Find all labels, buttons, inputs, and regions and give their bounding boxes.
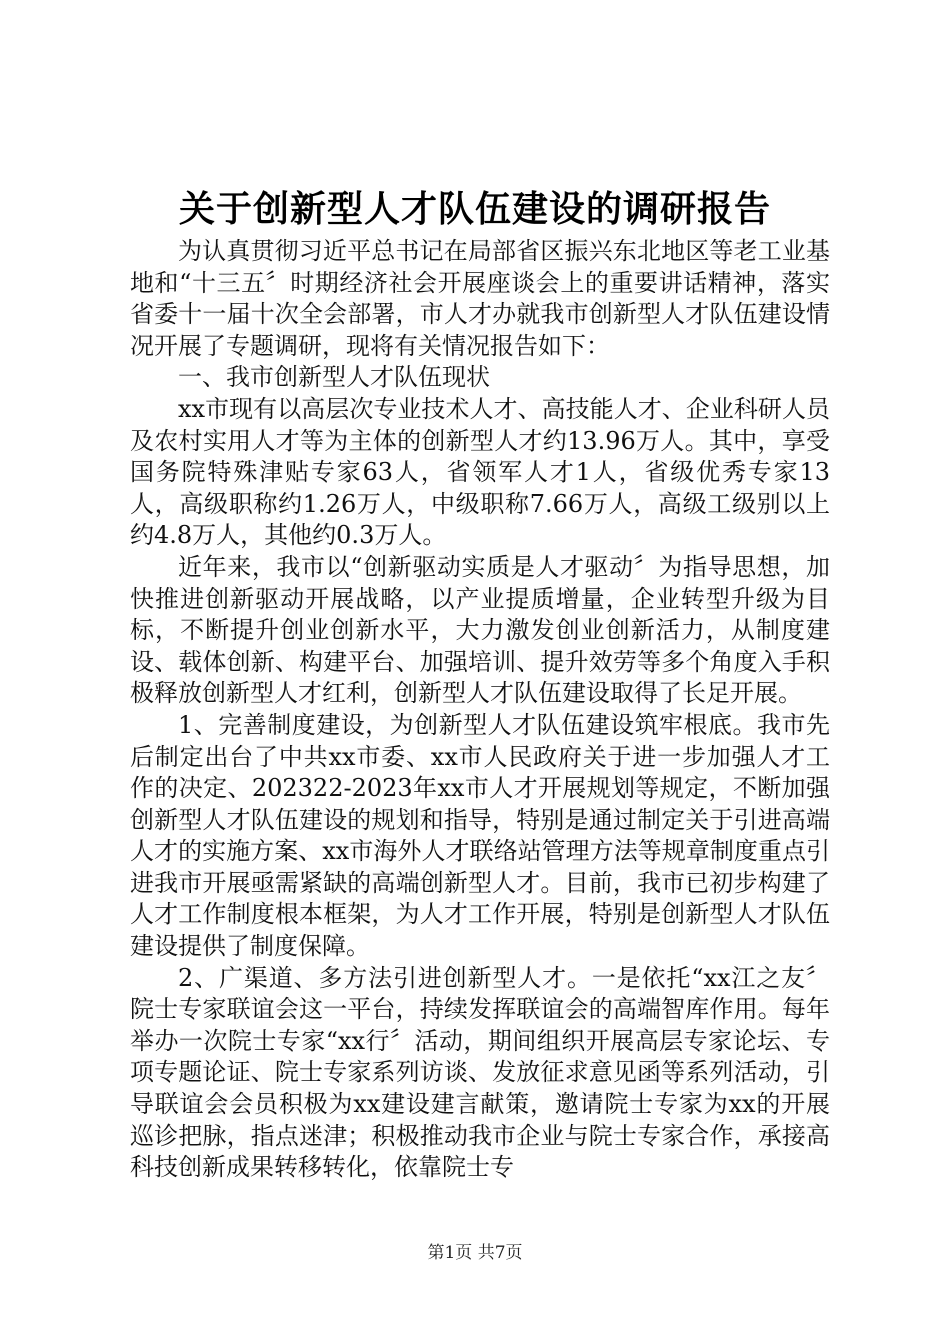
document-body	[130, 236, 830, 1184]
intro-paragraph: 为认真贯彻习近平总书记在局部省区振兴东北地区等老工业基地和“十三五〞时期经济社会开展座谈会上的重要讲话精神，落实省委十一届十次全会部署，市人才办就我市创新型人才队伍建设情况开展了专题调研，现将有关情况报告如下：	[130, 237, 830, 360]
item-2-paragraph: 2、广渠道、多方法引进创新型人才。一是依托“xx江之友〞院士专家联谊会这一平台，持续发挥联谊会的高端智库作用。每年举办一次院士专家“xx行〞活动，期间组织开展高层专家论坛、专项专题论证、院士专家系列访谈、发放征求意见函等系列活动，引导联谊会会员积极为xx建设建言献策，邀请院士专家为xx的开展巡诊把脉，指点迷津；积极推动我市企业与院士专家合作，承接高科技创新成果转移转化，依靠院士专	[130, 963, 830, 1182]
document-title: 关于创新型人才队伍建设的调研报告	[178, 188, 771, 230]
overview-paragraph: 近年来，我市以“创新驱动实质是人才驱动〞为指导思想，加快推进创新驱动开展战略，以产业提质增量，企业转型升级为目标，不断提升创业创新水平，大力激发创业创新活力，从制度建设、载体创新、构建平台、加强培训、提升效劳等多个角度入手积极释放创新型人才红利，创新型人才队伍建设取得了长足开展。	[130, 552, 830, 708]
page-footer: 第1页 共7页	[427, 1243, 523, 1263]
item-1-paragraph: 1、完善制度建设，为创新型人才队伍建设筑牢根底。我市先后制定出台了中共xx市委、xx市人民政府关于进一步加强人才工作的决定、202322-2023年xx市人才开展规划等规定，不断加强创新型人才队伍建设的规划和指导，特别是通过制定关于引进高端人才的实施方案、xx市海外人才联络站管理方法等规章制度重点引进我市开展亟需紧缺的高端创新型人才。目前，我市已初步构建了人才工作制度根本框架，为人才工作开展，特别是创新型人才队伍建设提供了制度保障。	[130, 710, 830, 961]
status-paragraph: xx市现有以高层次专业技术人才、高技能人才、企业科研人员及农村实用人才等为主体的创新型人才约13.96万人。其中，享受国务院特殊津贴专家63人，省领军人才1人，省级优秀专家13人，高级职称约1.26万人，中级职称7.66万人，高级工级别以上约4.8万人，其他约0.3万人。	[130, 394, 830, 550]
section-heading: 一、我市创新型人才队伍现状	[178, 363, 490, 392]
